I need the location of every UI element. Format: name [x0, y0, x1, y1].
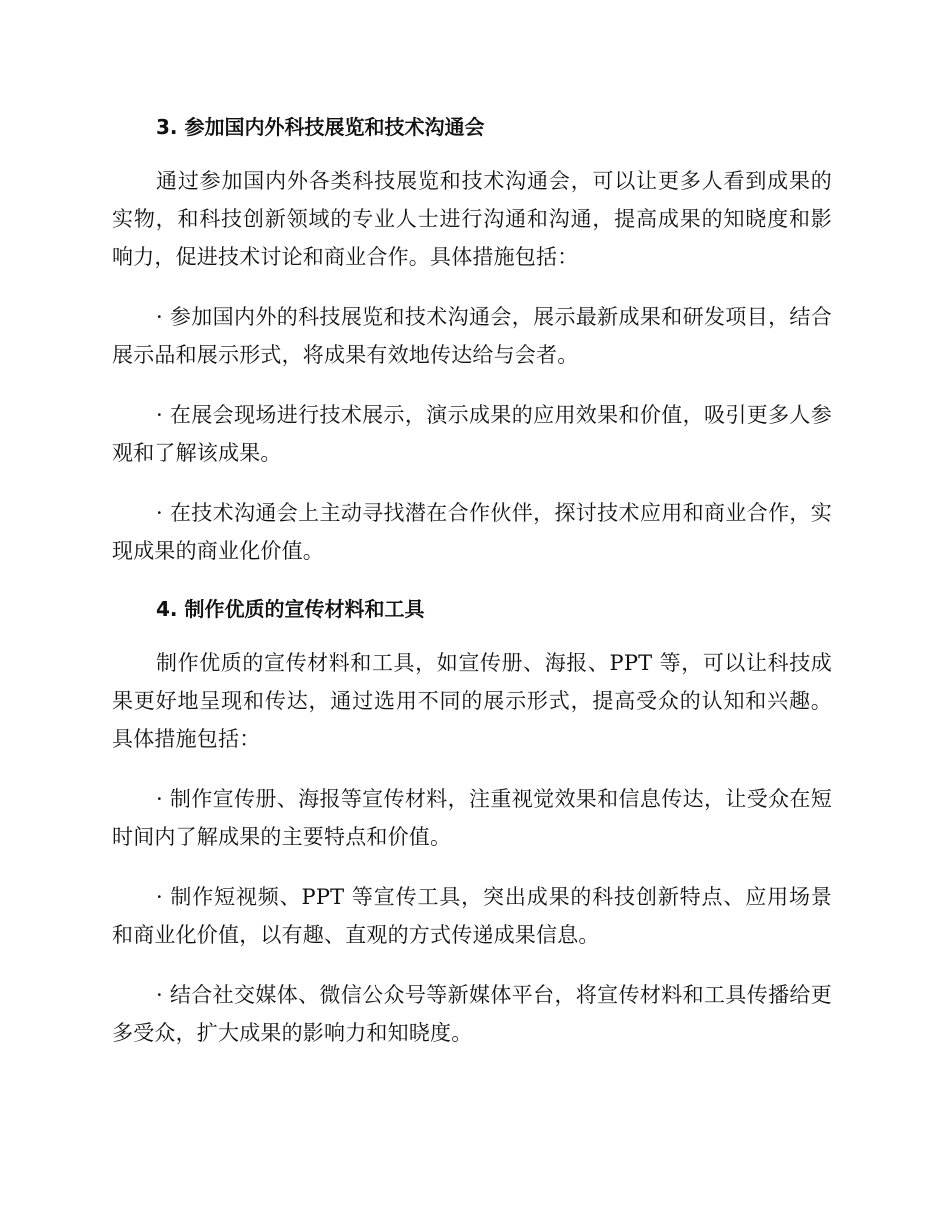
spacer: [112, 374, 832, 396]
spacer: [112, 570, 832, 594]
section-heading-3: 3. 参加国内外科技展览和技术沟通会: [156, 115, 485, 139]
section-4-bullet-1: · 制作宣传册、海报等宣传材料，注重视觉效果和信息传达，让受众在短时间内了解成果的主要特点和价值。: [112, 787, 832, 849]
section-heading-4: 4. 制作优质的宣传材料和工具: [156, 597, 425, 621]
section-3-bullet-1: · 参加国内外的科技展览和技术沟通会，展示最新成果和研发项目，结合展示品和展示形式，将成果有效地传达给与会者。: [112, 305, 832, 367]
section-3-intro: 通过参加国内外各类科技展览和技术沟通会，可以让更多人看到成果的实物，和科技创新领域的专业人士进行沟通和沟通，提高成果的知晓度和影响力，促进技术讨论和商业合作。具体措施包括：: [112, 169, 832, 269]
section-4-intro: 制作优质的宣传材料和工具，如宣传册、海报、PPT 等，可以让科技成果更好地呈现和传达，通过选用不同的展示形式，提高受众的认知和兴趣。具体措施包括：: [112, 651, 832, 751]
spacer: [112, 624, 832, 644]
spacer: [112, 472, 832, 494]
section-4-bullet-3: · 结合社交媒体、微信公众号等新媒体平台，将宣传材料和工具传播给更多受众，扩大成果的影响力和知晓度。: [112, 983, 832, 1045]
document-page: [112, 112, 832, 1052]
section-4-bullet-2: · 制作短视频、PPT 等宣传工具，突出成果的科技创新特点、应用场景和商业化价值，以有趣、直观的方式传递成果信息。: [112, 885, 832, 947]
spacer: [112, 954, 832, 976]
spacer: [112, 758, 832, 780]
spacer: [112, 142, 832, 162]
spacer: [112, 856, 832, 878]
section-3-bullet-2: · 在展会现场进行技术展示，演示成果的应用效果和价值，吸引更多人参观和了解该成果。: [112, 403, 832, 465]
spacer: [112, 276, 832, 298]
section-3-bullet-3: · 在技术沟通会上主动寻找潜在合作伙伴，探讨技术应用和商业合作，实现成果的商业化价值。: [112, 501, 832, 563]
